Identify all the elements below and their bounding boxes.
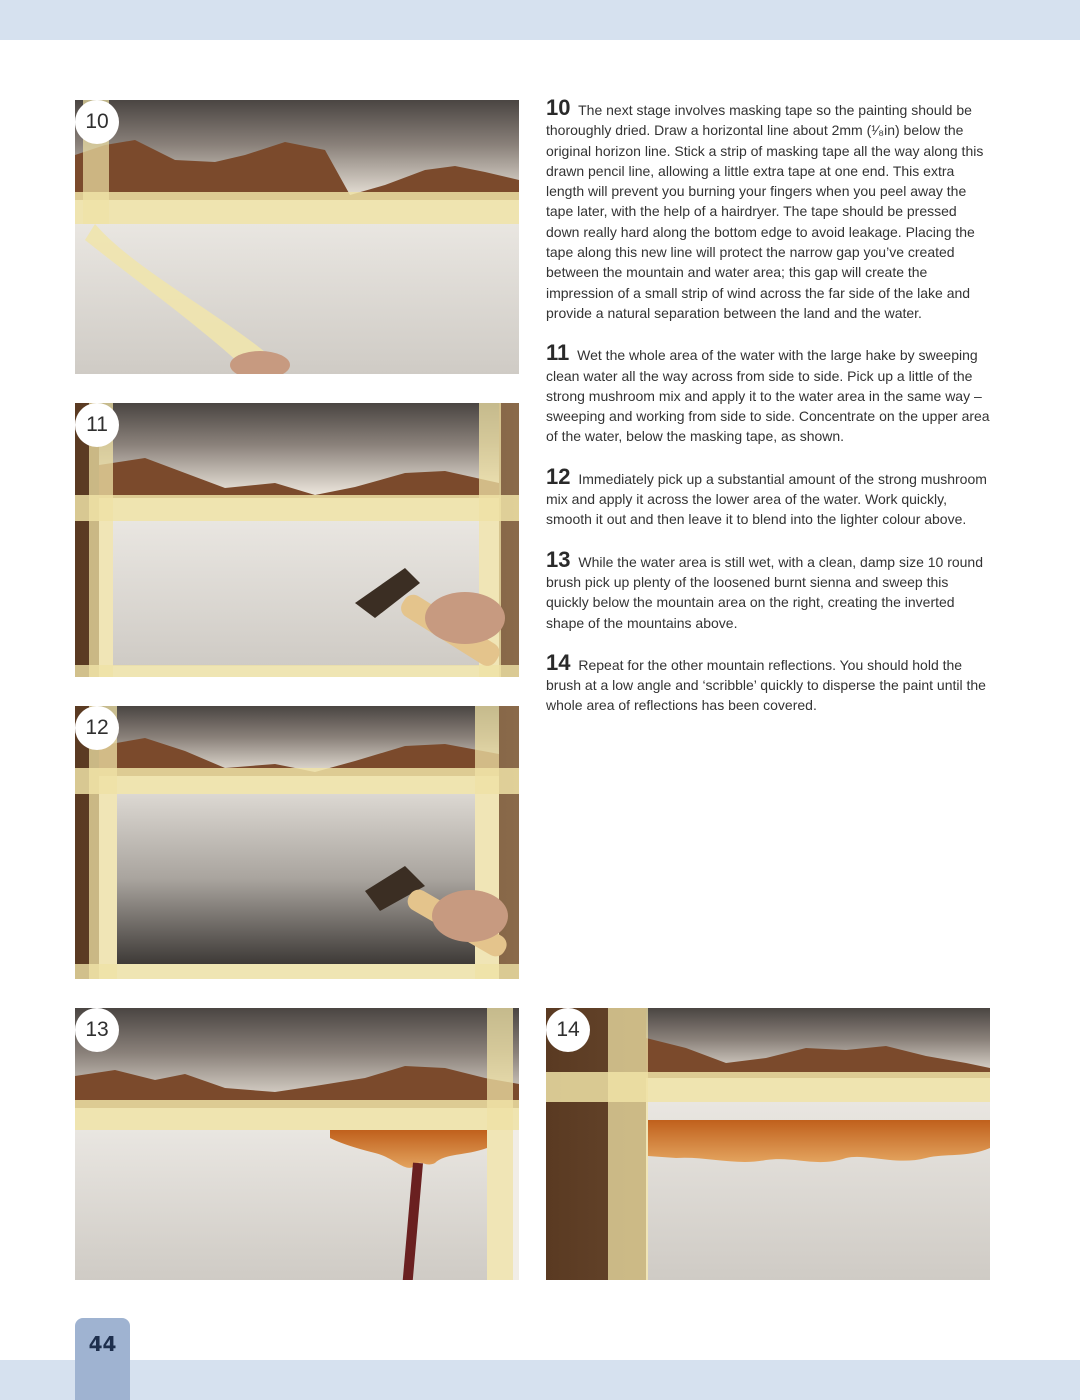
step-badge: 12 [75,706,119,750]
step-badge: 13 [75,1008,119,1052]
top-band [0,0,1080,40]
step-badge: 10 [75,100,119,144]
step-badge: 14 [546,1008,590,1052]
step-number: 12 [546,463,571,489]
step-number: 10 [546,95,571,120]
step-14-photo [546,1008,990,1280]
step-number: 13 [546,546,571,572]
step-text: Wet the whole area of the water with the large hake by sweeping clean water all the way across from side to side. Pick up a little of the strong mushroom mix and apply it to the water area in the same way – sweeping and working from side to side. Concentrate on the upper area of the water, below the masking tape, as shown. [546,347,990,445]
instructions-column [546,95,992,736]
step-11-photo [75,403,519,677]
page-number-tab [75,1318,130,1400]
step-text: Repeat for the other mountain reflections. You should hold the brush at a low angle and ‘scribble’ quickly to disperse the paint until the whole area of reflections has been covered. [546,656,986,714]
step-13-paragraph [546,546,992,633]
step-12-photo [75,706,519,979]
step-text: Immediately pick up a substantial amount of the strong mushroom mix and apply it across the lower area of the water. Work quickly, smooth it out and then leave it to blend into the lighter colour above. [546,470,987,528]
step-13-photo [75,1008,519,1280]
step-11-paragraph [546,340,992,446]
step-number: 14 [546,649,571,675]
step-number: 11 [546,340,570,366]
step-text: The next stage involves masking tape so the painting should be thoroughly dried. Draw a horizontal line about 2mm (¹⁄₈in) below the original horizon line. Stick a strip of masking tape all the way along this drawn pencil line, allowing a little extra tape at one end. This extra length will prevent you burning your fingers when you peel away the tape later, with the help of a hairdryer. The tape should be pressed down really hard along the bottom edge to avoid leakage. Placing the tape along this new line will protect the narrow gap you’ve created between the mountain and water area; this gap will create the impression of a small strip of wind across the far side of the lake and provide a natural separation between the land and the water. [546,102,984,321]
page-number: 44 [88,1332,117,1356]
step-badge: 11 [75,403,119,447]
step-10-paragraph [546,95,992,323]
bottom-band [0,1360,1080,1400]
step-text: While the water area is still wet, with a clean, damp size 10 round brush pick up plenty of the loosened burnt sienna and sweep this quickly below the mountain area on the right, creating the inverted shape of the mountains above. [546,553,984,631]
step-10-photo [75,100,519,374]
step-12-paragraph [546,463,992,530]
step-14-paragraph [546,649,992,716]
